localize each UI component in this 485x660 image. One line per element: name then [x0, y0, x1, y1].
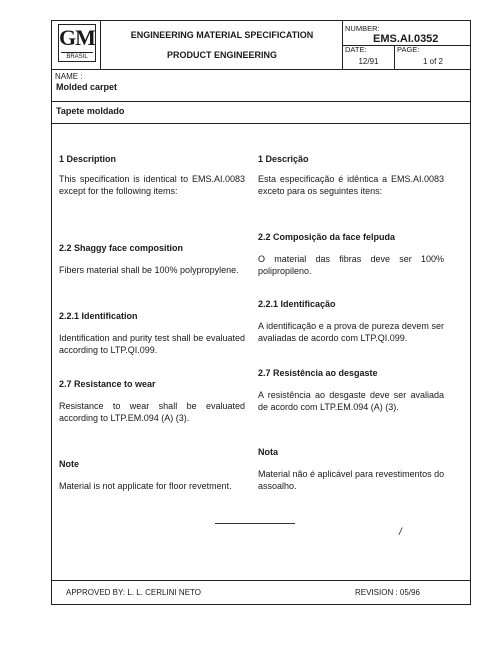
section-heading: 1 Descrição: [258, 154, 309, 164]
section-heading: 2.7 Resistance to wear: [59, 379, 156, 389]
page-value: 1 of 2: [422, 57, 443, 66]
section-heading: 2.2.1 Identification: [59, 311, 138, 321]
section-heading: 1 Description: [59, 154, 117, 164]
section-heading: 2.2 Composição da face felpuda: [258, 232, 396, 242]
section-text: A identificação e a prova de pureza devem ser avaliadas de acordo com LTP.QI.099.: [258, 321, 444, 343]
gm-logo: [58, 24, 96, 62]
department-title: PRODUCT ENGINEERING: [166, 50, 277, 60]
approved-by: APPROVED BY: L. L. CERLINI NETO: [66, 588, 202, 597]
page-label: PAGE:: [397, 45, 420, 54]
section-text: O material das fibras deve ser 100% polipropileno.: [258, 254, 444, 276]
section-text: Identification and purity test shall be evaluated according to LTP.QI.099.: [59, 333, 245, 355]
section-text: Esta especificação é idêntica a EMS.AI.0083 exceto para os seguintes itens:: [258, 174, 444, 196]
section-heading: 2.2.1 Identificação: [258, 299, 336, 309]
logo-divider: [100, 20, 101, 69]
section-text: Resistance to wear shall be evaluated according to LTP.EM.094 (A) (3).: [59, 401, 245, 423]
section-text: Fibers material shall be 100% polypropylene.: [59, 265, 239, 275]
margin-mark: /: [399, 527, 402, 538]
number-value: EMS.AI.0352: [373, 33, 439, 45]
signature-line: [215, 523, 295, 524]
section-text: This specification is identical to EMS.AI.0083 except for the following items:: [59, 174, 245, 196]
name-divider: [51, 101, 471, 102]
section-heading: 2.2 Shaggy face composition: [59, 243, 184, 253]
date-page-divider: [394, 45, 395, 69]
logo-country: BRASIL: [66, 54, 88, 60]
name-portuguese: Tapete moldado: [56, 106, 125, 116]
note-heading: Note: [59, 459, 79, 469]
section-heading: 2.7 Resistência ao desgaste: [258, 368, 378, 378]
spec-title: ENGINEERING MATERIAL SPECIFICATION: [130, 30, 314, 40]
note-text: Material não é aplicável para revestimentos do assoalho.: [258, 469, 445, 491]
footer-divider: [51, 580, 471, 581]
name-label: NAME :: [55, 72, 83, 81]
number-label: NUMBER:: [345, 24, 380, 33]
name-english: Molded carpet: [56, 82, 118, 92]
note-text: Material is not applicate for floor revetment.: [59, 481, 232, 491]
date-label: DATE:: [345, 45, 367, 54]
section-text: A resistência ao desgaste deve ser avaliada de acordo com LTP.EM.094 (A) (3).: [258, 390, 444, 412]
name-bottom-rule: [51, 123, 471, 124]
note-heading: Nota: [258, 447, 278, 457]
date-value: 12/91: [358, 57, 379, 66]
revision: REVISION : 05/96: [355, 588, 420, 597]
logo-brand: GM: [59, 25, 95, 50]
header-divider: [51, 69, 471, 70]
